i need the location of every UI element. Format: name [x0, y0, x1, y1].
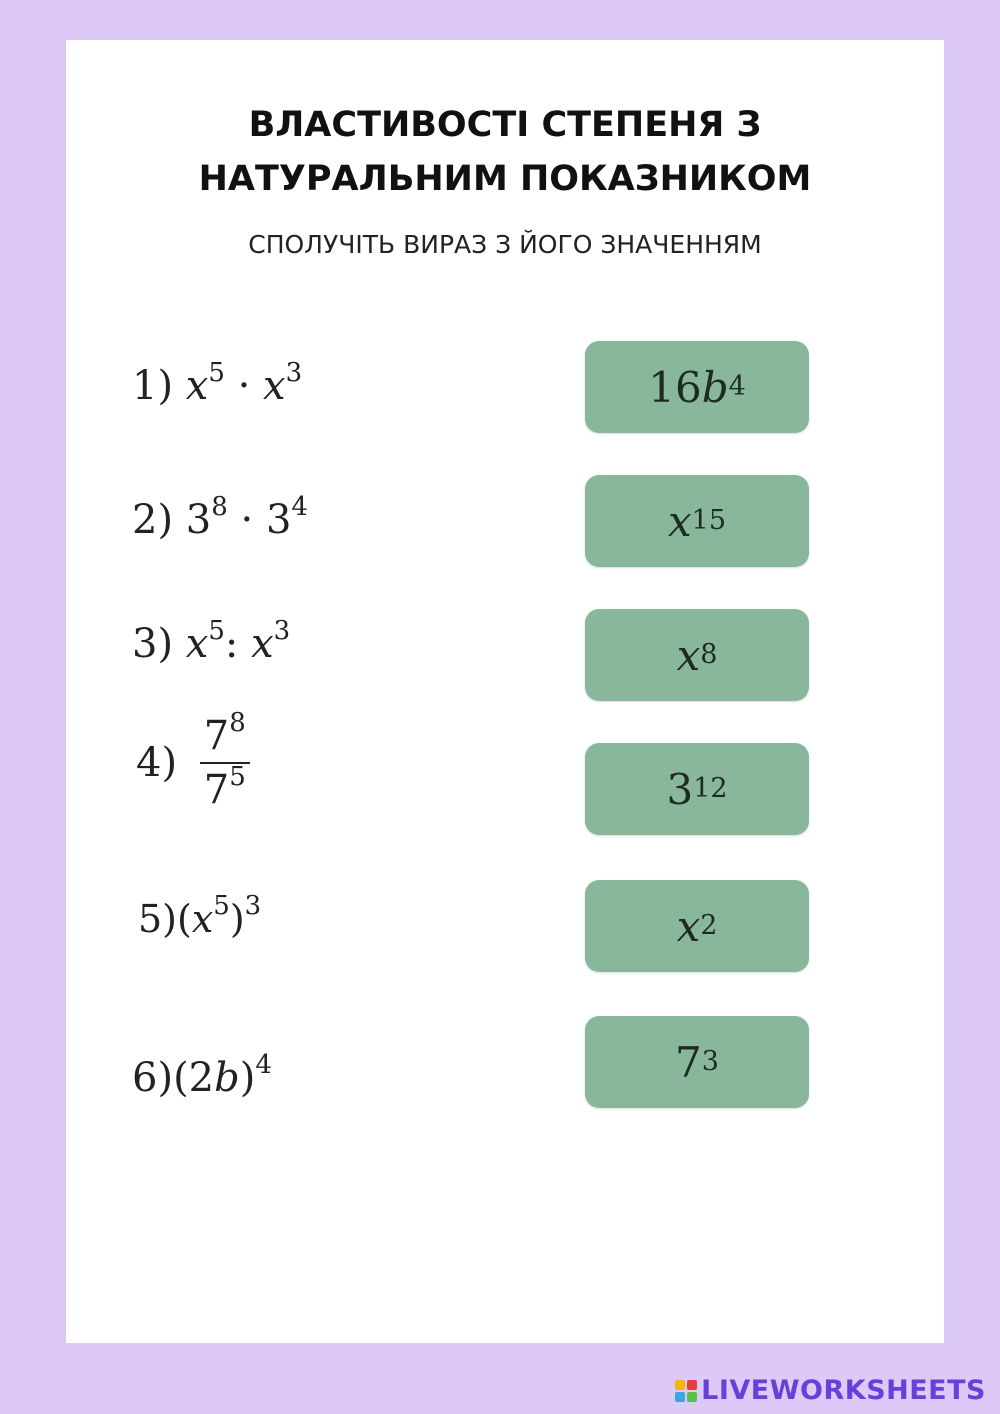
answer-card[interactable]: x 8: [585, 609, 809, 701]
base: 3: [185, 497, 212, 543]
answer-card[interactable]: x 15: [585, 475, 809, 567]
liveworksheets-brand[interactable]: [675, 1375, 986, 1406]
expression-4: [136, 708, 250, 813]
paren: (: [173, 1055, 189, 1101]
base: x: [251, 621, 274, 667]
answer-coefficient: 3: [666, 764, 694, 814]
answer-base: b: [701, 362, 729, 412]
answer-coefficient: 7: [675, 1037, 702, 1087]
answer-card[interactable]: x 2: [585, 880, 809, 972]
paren: (: [177, 897, 192, 941]
exponent: 5: [208, 358, 225, 388]
fraction: [200, 708, 250, 813]
answer-base: x: [676, 630, 701, 680]
exponent: 3: [244, 891, 262, 921]
exponent: 5: [208, 616, 225, 646]
answer-card[interactable]: 7 3: [585, 1016, 809, 1108]
exponent: 5: [229, 762, 246, 792]
base: x: [185, 621, 209, 667]
exponent: 8: [211, 492, 228, 522]
base: 3: [265, 497, 292, 543]
operator: ·: [224, 363, 264, 409]
page-title: [66, 98, 944, 206]
exponent: 5: [213, 891, 230, 921]
title-line-1: ВЛАСТИВОСТІ СТЕПЕНЯ З: [248, 105, 762, 145]
exponent: 8: [229, 708, 246, 738]
base: 7: [203, 767, 230, 813]
instructions: СПОЛУЧІТЬ ВИРАЗ З ЙОГО ЗНАЧЕННЯМ: [248, 230, 762, 259]
expression-3: [132, 616, 291, 667]
expression-1: [132, 358, 303, 409]
paren: ): [239, 1055, 256, 1101]
expression-number: 1): [132, 363, 174, 409]
exponent: 3: [285, 358, 303, 388]
answer-base: x: [676, 901, 701, 951]
base: 7: [203, 713, 230, 759]
operator: ·: [227, 497, 266, 543]
answer-card[interactable]: 16 b 4: [585, 341, 809, 433]
answer-coefficient: 16: [648, 362, 702, 412]
base: b: [214, 1055, 240, 1101]
brand-name: LIVEWORKSHEETS: [701, 1375, 986, 1406]
expression-number: 3): [132, 621, 174, 667]
exponent: 3: [273, 616, 291, 646]
base: x: [185, 363, 209, 409]
expression-number: 4): [136, 740, 178, 786]
fraction-numerator: [200, 708, 250, 764]
expression-6: [132, 1050, 272, 1101]
answer-card[interactable]: 3 12: [585, 743, 809, 835]
fraction-denominator: [200, 762, 250, 813]
operator: :: [224, 621, 252, 667]
expression-number: 2): [132, 497, 174, 543]
paren: ): [229, 897, 245, 941]
worksheet-page: [66, 40, 944, 1343]
coefficient: 2: [188, 1055, 215, 1101]
exponent: 4: [291, 492, 308, 522]
title-line-2: НАТУРАЛЬНИМ ПОКАЗНИКОМ: [198, 159, 812, 199]
expression-5: [138, 891, 262, 941]
expression-2: [132, 492, 308, 543]
base: x: [191, 897, 214, 941]
expression-number: 5): [138, 897, 178, 941]
exponent: 4: [255, 1050, 272, 1080]
base: x: [263, 363, 286, 409]
liveworksheets-logo-icon: [675, 1380, 697, 1402]
expression-number: 6): [132, 1055, 174, 1101]
answer-base: x: [667, 496, 692, 546]
